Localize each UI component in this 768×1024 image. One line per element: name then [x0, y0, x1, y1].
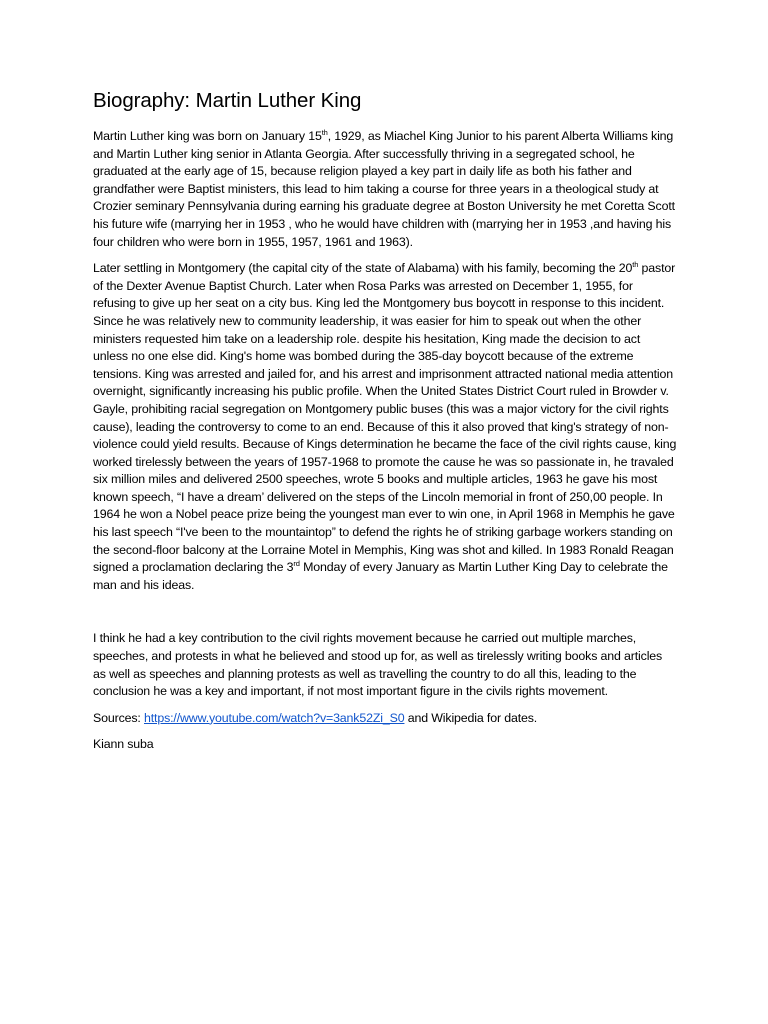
document-title: Biography: Martin Luther King	[93, 89, 362, 112]
author-name: Kiann suba	[93, 737, 154, 752]
sources-label: Sources:	[93, 710, 144, 725]
ordinal-suffix: th	[632, 260, 639, 270]
paragraph-opinion: I think he had a key contribution to the civil rights movement because he carried out multiple marches, speeches, and protests in what he believed and stood up for, as well as tirelessly writing books and articles as well as speeches and planning protests as well as travelling the country to do all this, leading to the conclusion he was a key and important, if not most important figure in the civils rights movement.	[93, 631, 663, 699]
source-link[interactable]: https://www.youtube.com/watch?v=3ank52Zi_S0	[144, 710, 405, 725]
paragraph-text: , 1929, as Miachel King Junior to his parent Alberta Williams king and Martin Luther king senior in Atlanta Georgia. After successfully thriving in a segregated school, he graduated at the early age of 15, because religion played a key part in daily life as both his father and grandfather were Baptist ministers, this lead to him taking a course for three years in a theological study at Crozier seminary Pennsylvania during earning his graduate degree at Boston University he met Coretta Scott his future wife (marrying her in 1953 , who he would have children with (marrying her in 1953 ,and having his four children who were born in 1955, 1957, 1961 and 1963).	[93, 129, 675, 249]
ordinal-suffix: rd	[293, 559, 300, 569]
paragraph-early-life	[93, 128, 678, 251]
sources-line	[93, 710, 678, 728]
paragraph-text: pastor of the Dexter Avenue Baptist Church. Later when Rosa Parks was arrested on December 1, 1955, for refusing to give up her seat on a city bus. King led the Montgomery bus boycott in response to this incident. Since he was relatively new to community leadership, it was easier for him to speak out when the other ministers requested him take on a leadership role. despite his hesitation, King made the decision to act unless no one else did. King's home was bombed during the 385-day boycott because of the extreme tensions. King was arrested and jailed for, and his arrest and imprisonment attracted national media attention overnight, significantly increasing his public profile. When the United States District Court ruled in Browder v. Gayle, prohibiting racial segregation on Montgomery public buses (this was a major victory for the civil rights cause), leading the controversy to come to an end. Because of this it also proved that king's strategy of non-violence could yield results. Because of Kings determination he became the face of the civil rights cause, king worked tirelessly between the years of 1957-1968 to promote the cause he was so passionate in, he travaled six million miles and delivered 2500 speeches, wrote 5 books and multiple articles, 1963 he gave his most known speech, “I have a dream’ delivered on the steps of the Lincoln memorial in front of 250,00 people. In 1964 he won a Nobel peace prize being the youngest man ever to win one, in April 1968 in Memphis he gave his last speech “I've been to the mountaintop” to defend the rights he of striking garbage workers standing on the second-floor balcony at the Lorraine Motel in Memphis, King was shot and killed. In 1983 Ronald Reagan signed a proclamation declaring the 3	[93, 261, 677, 575]
document-page	[93, 88, 678, 763]
paragraph-career	[93, 260, 678, 594]
paragraph-text: Later settling in Montgomery (the capital city of the state of Alabama) with his family, becoming the 20	[93, 261, 633, 276]
ordinal-suffix: th	[321, 127, 328, 137]
paragraph-text: Monday of every January as Martin Luther King Day to celebrate the man and his ideas.	[93, 560, 668, 592]
paragraph-text: Martin Luther king was born on January 15	[93, 129, 322, 143]
sources-suffix: and Wikipedia for dates.	[404, 710, 538, 725]
